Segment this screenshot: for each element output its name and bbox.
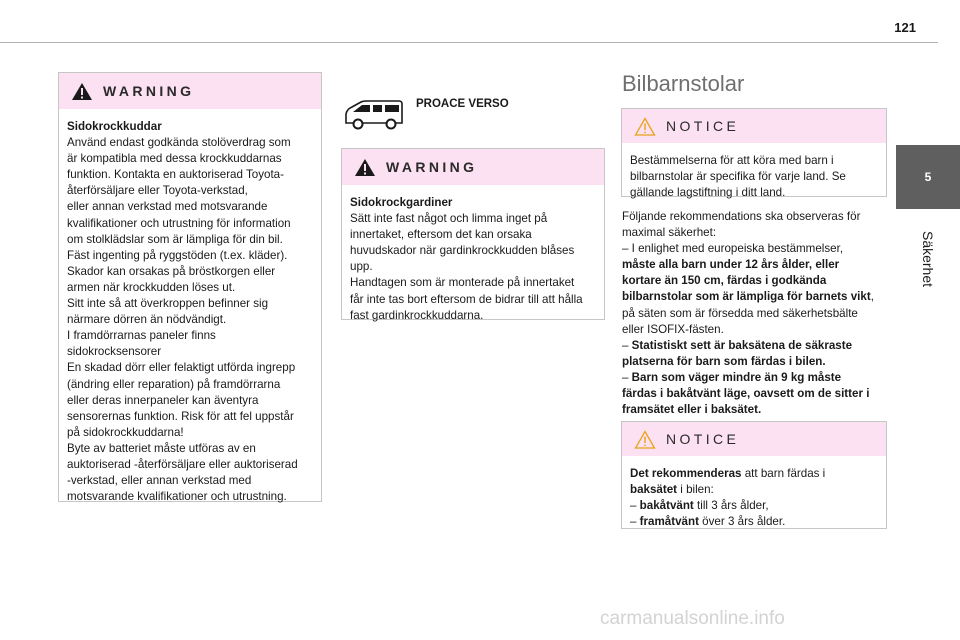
text-line: [622, 225, 888, 241]
text-run: på säten som är försedda med säkerhetsbälte: [622, 306, 858, 320]
text-line: [630, 514, 878, 530]
text-line: eller deras innerpaneler kan äventyra: [67, 393, 259, 407]
header-rule: [0, 42, 938, 43]
text-run: Det rekommenderas: [630, 467, 742, 480]
chapter-title: Säkerhet: [919, 230, 936, 287]
warning-header: [59, 73, 321, 109]
text-line: Sidokrockkuddar: [67, 120, 162, 133]
text-line: på sidokrockkuddarna!: [67, 425, 184, 439]
notice-box-recommendation: [621, 421, 887, 529]
text-line: (ändring eller reparation) på framdörrarna: [67, 377, 281, 391]
text-line: kvalifikationer och utrustning för information: [67, 216, 291, 230]
text-line: [622, 306, 888, 322]
text-run: till 3 års ålder,: [693, 499, 769, 513]
text-line: får inte tas bort eftersom de bidrar till att hålla: [350, 292, 583, 306]
text-run: framåtvänt: [639, 515, 699, 529]
text-line: I framdörrarnas paneler finns: [67, 329, 216, 343]
warning-title: WARNING: [386, 159, 478, 175]
notice-header: [622, 109, 886, 143]
warning-title: WARNING: [103, 83, 195, 99]
text-line: [622, 273, 888, 289]
text-run: att barn färdas i: [741, 467, 826, 480]
text-line: Handtagen som är monterade på innertaket: [350, 276, 575, 290]
notice-title: NOTICE: [666, 431, 740, 447]
text-line: [622, 241, 888, 257]
van-icon: [343, 99, 405, 136]
text-line: [630, 498, 878, 514]
text-line: Sidokrockgardiner: [350, 196, 453, 209]
page-number: 121: [894, 20, 916, 35]
text-line: [622, 354, 888, 370]
chapter-tab-number[interactable]: 5: [896, 145, 960, 209]
text-line: funktion. Kontakta en auktoriserad Toyota-: [67, 168, 284, 182]
text-run: –: [622, 370, 632, 384]
text-line: bilbarnstolar är specifika för varje land. Se: [630, 170, 846, 184]
notice-triangle-icon: [634, 117, 656, 136]
text-line: om stolklädslar som är lämpliga för din bil.: [67, 232, 283, 246]
text-line: auktoriserad -återförsäljare eller auktoriserad: [67, 457, 298, 471]
text-line: [622, 402, 888, 418]
text-line: närmare dörren än nödvändigt.: [67, 313, 227, 327]
section-title: Bilbarnstolar: [622, 71, 745, 96]
text-run: i bilen:: [677, 483, 714, 497]
text-line: huvudskador när gardinkrockkudden blåses: [350, 244, 575, 258]
text-line: [622, 257, 888, 273]
text-line: [630, 466, 878, 482]
recommendations-text: [622, 209, 888, 418]
text-line: motsvarande kvalifikationer och utrustning.: [67, 490, 287, 504]
text-line: [622, 386, 888, 402]
text-run: bakåtvänt: [639, 499, 694, 513]
text-run: Barn som väger mindre än 9 kg måste: [631, 370, 842, 384]
text-line: -verkstad, eller annan verkstad med: [67, 474, 252, 488]
text-line: Fäst ingenting på ryggstöden (t.ex. kläder).: [67, 248, 288, 262]
text-line: Skador kan orsakas på bröstkorgen eller: [67, 264, 276, 278]
text-line: [630, 482, 878, 498]
text-line: fast gardinkrockkuddarna.: [350, 308, 484, 322]
text-run: färdas i bakåtvänt läge, oavsett om de sitter i: [622, 387, 870, 401]
text-line: Använd endast godkända stolöverdrag som: [67, 136, 291, 150]
chapter-tab-label: [896, 211, 960, 306]
notice-body: [622, 456, 886, 538]
watermark: carmanualsonline.info: [600, 608, 785, 629]
text-line: armen när krockkudden löses ut.: [67, 280, 236, 294]
text-run: måste alla barn under 12 års ålder, eller: [622, 258, 840, 272]
text-run: maximal säkerhet:: [622, 226, 717, 240]
text-run: –: [622, 338, 632, 352]
text-line: sidokrocksensorer: [67, 345, 162, 359]
notice-triangle-icon: [634, 430, 656, 449]
warning-triangle-icon: [71, 82, 93, 101]
warning-body: [59, 109, 321, 513]
text-line: [622, 338, 888, 354]
warning-box-curtains: [341, 148, 605, 320]
warning-body: [342, 185, 604, 332]
text-run: –: [630, 515, 640, 529]
text-run: baksätet: [630, 483, 678, 497]
text-line: innertaket, eftersom det kan orsaka: [350, 228, 532, 242]
text-line: [622, 209, 888, 225]
text-run: – I enlighet med europeiska bestämmelser,: [622, 242, 844, 256]
text-line: [622, 370, 888, 386]
text-line: upp.: [350, 260, 373, 274]
vehicle-label: PROACE VERSO: [416, 98, 509, 110]
notice-box-regulations: [621, 108, 887, 200]
text-line: En skadad dörr eller felaktigt utförda ingrepp: [67, 361, 296, 375]
warning-triangle-icon: [354, 158, 376, 177]
warning-header: [342, 149, 604, 185]
text-line: Byte av batteriet måste utföras av en: [67, 441, 256, 455]
text-line: Bestämmelserna för att köra med barn i: [630, 154, 834, 167]
text-run: Följande rekommendations ska observeras för: [622, 210, 861, 223]
text-run: platserna för barn som färdas i bilen.: [622, 354, 826, 368]
text-run: –: [630, 499, 640, 513]
text-run: kortare än 150 cm, färdas i godkända: [622, 274, 827, 288]
notice-header: [622, 422, 886, 456]
notice-body: [622, 143, 886, 209]
text-run: eller ISOFIX-fästen.: [622, 322, 724, 336]
text-line: sensorernas funktion. Risk för att fel uppstår: [67, 409, 294, 423]
text-run: över 3 års ålder.: [698, 515, 786, 529]
text-run: framsätet eller i baksätet.: [622, 403, 762, 417]
text-line: Sitt inte så att överkroppen befinner sig: [67, 297, 269, 311]
text-line: [622, 322, 888, 338]
text-line: eller annan verkstad med motsvarande: [67, 200, 268, 214]
text-line: gällande lagstiftning i ditt land.: [630, 186, 786, 200]
warning-box-airbags: [58, 72, 322, 502]
notice-title: NOTICE: [666, 118, 740, 134]
text-run: bilbarnstolar som är lämpliga för barnets vikt: [622, 290, 871, 304]
text-line: återförsäljare eller Toyota-verkstad,: [67, 184, 248, 198]
text-line: Sätt inte fast något och limma inget på: [350, 212, 548, 226]
text-run: ,: [870, 290, 874, 304]
text-line: är kompatibla med dessa krockkuddarnas: [67, 152, 282, 166]
text-run: Statistiskt sett är baksätena de säkraste: [631, 338, 853, 352]
text-line: [622, 289, 888, 305]
